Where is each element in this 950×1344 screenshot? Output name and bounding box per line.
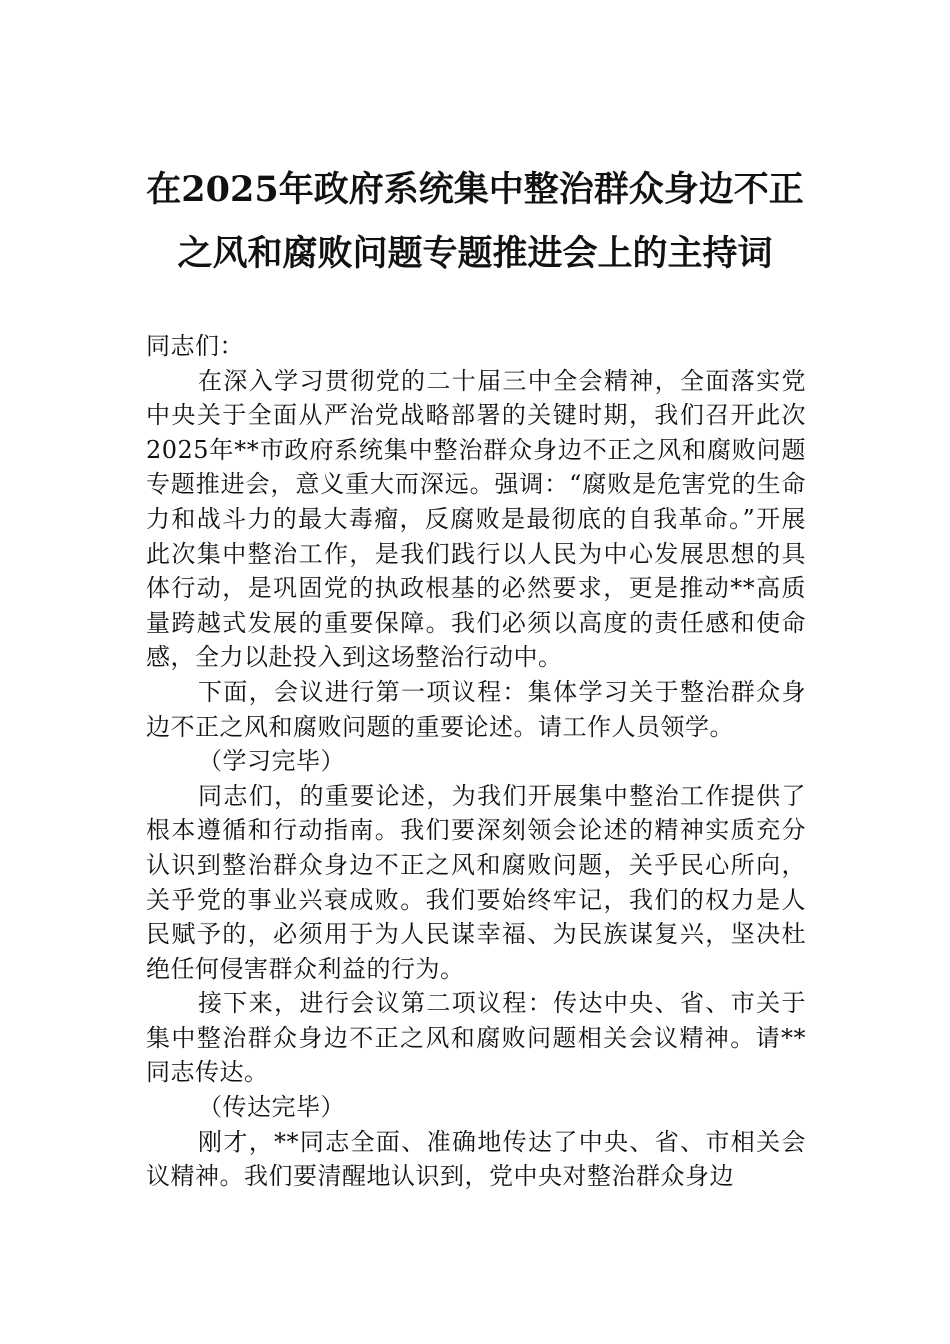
salutation: 同志们：	[146, 332, 244, 360]
note-study-complete: （学习完毕）	[198, 747, 345, 776]
paragraph-relay-summary: 刚才，**同志全面、准确地传达了中央、省、市相关会议精神。我们要清醒地认识到，党中央对整治群众身边	[146, 1127, 806, 1191]
paragraph-study-summary: 同志们，的重要论述，为我们开展集中整治工作提供了根本遵循和行动指南。我们要深刻领会论述的精神实质充分认识到整治群众身边不正之风和腐败问题，关乎民心所向，关乎党的事业兴衰成败。我们要始终牢记，我们的权力是人民赋予的，必须用于为人民谋幸福、为民族谋复兴，坚决杜绝任何侵害群众利益的行为。	[146, 781, 806, 983]
paragraph-agenda-1: 下面，会议进行第一项议程：集体学习关于整治群众身边不正之风和腐败问题的重要论述。请工作人员领学。	[146, 677, 806, 741]
note-relay-complete: （传达完毕）	[198, 1093, 345, 1122]
title-line-2: 之风和腐败问题专题推进会上的主持词	[177, 233, 773, 274]
paragraph-agenda-2: 接下来，进行会议第二项议程：传达中央、省、市关于集中整治群众身边不正之风和腐败问题相关会议精神。请**同志传达。	[146, 989, 806, 1087]
title-line-1: 在2025年政府系统集中整治群众身边不正	[146, 169, 804, 210]
paragraph-intro: 在深入学习贯彻党的二十届三中全会精神，全面落实党中央关于全面从严治党战略部署的关键时期，我们召开此次2025年**市政府系统集中整治群众身边不正之风和腐败问题专题推进会，意义重大而深远。强调：“腐败是危害党的生命力和战斗力的最大毒瘤，反腐败是最彻底的自我革命。”开展此次集中整治工作，是我们践行以人民为中心发展思想的具体行动，是巩固党的执政根基的必然要求，更是推动**高质量跨越式发展的重要保障。我们必须以高度的责任感和使命感，全力以赴投入到这场整治行动中。	[146, 366, 806, 672]
document-body	[146, 329, 806, 1194]
document-title	[120, 158, 830, 286]
